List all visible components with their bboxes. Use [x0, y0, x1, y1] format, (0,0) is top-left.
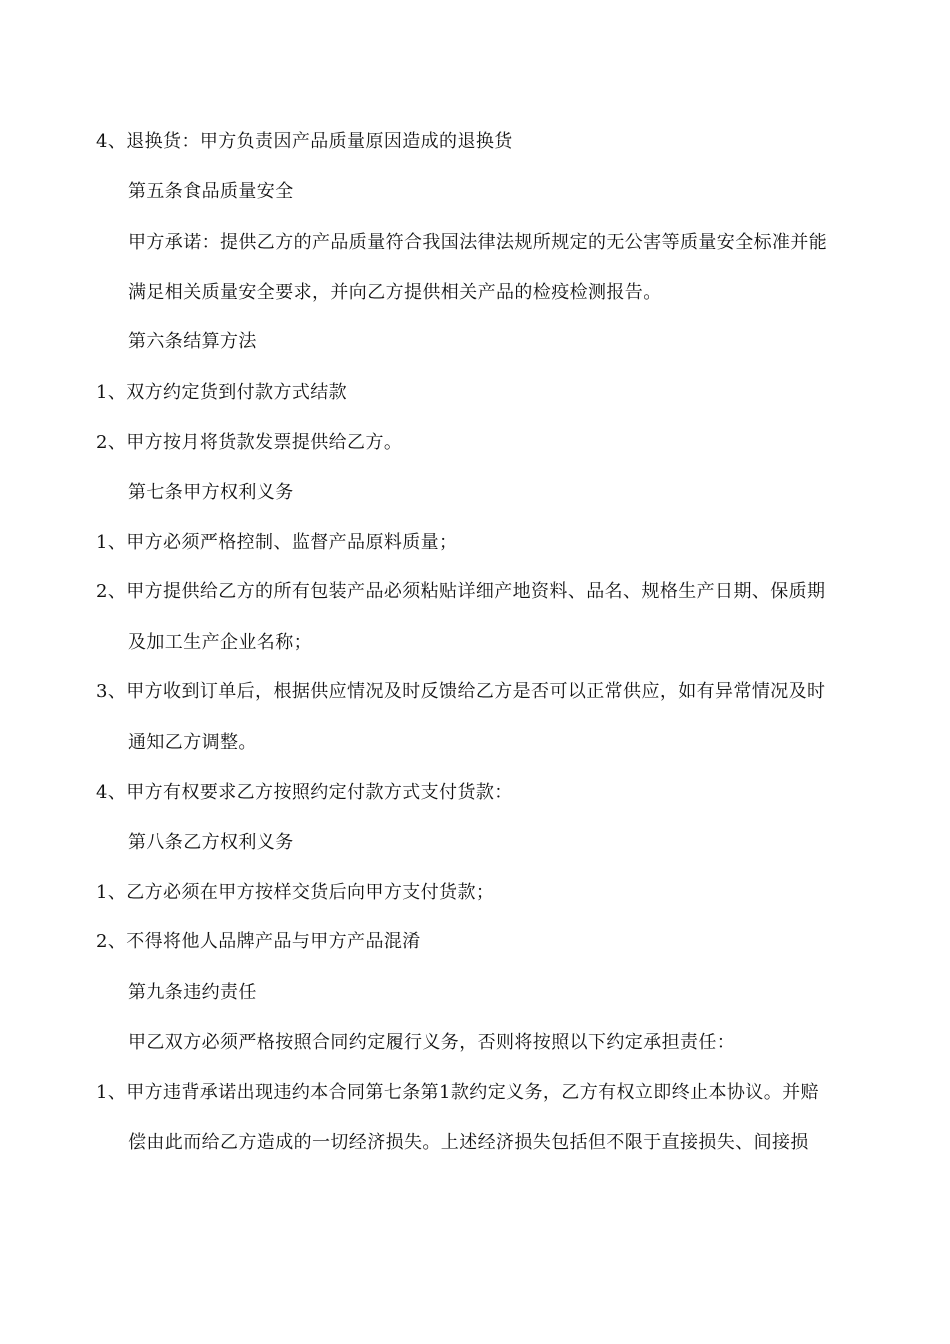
clause-6-2: 2、甲方按月将货款发票提供给乙方。: [96, 432, 403, 453]
clause-9-1-cont: 偿由此而给乙方造成的一切经济损失。上述经济损失包括但不限于直接损失、间接损: [128, 1132, 809, 1153]
clause-8-2: 2、不得将他人品牌产品与甲方产品混淆: [96, 931, 421, 952]
clause-9-1: 1、甲方违背承诺出现违约本合同第七条第1款约定义务，乙方有权立即终止本协议。并赔: [96, 1082, 819, 1103]
paragraph-party-a-promise-cont: 满足相关质量安全要求，并向乙方提供相关产品的检疫检测报告。: [128, 282, 662, 303]
heading-article-9: 第九条违约责任: [128, 982, 257, 1003]
clause-4-return: 4、退换货：甲方负责因产品质量原因造成的退换货: [96, 131, 513, 152]
clause-7-3-cont: 通知乙方调整。: [128, 732, 257, 753]
paragraph-party-a-promise: 甲方承诺：提供乙方的产品质量符合我国法律法规所规定的无公害等质量安全标准并能: [128, 232, 828, 253]
heading-article-7: 第七条甲方权利义务: [128, 482, 294, 503]
clause-7-2-cont: 及加工生产企业名称；: [128, 632, 312, 653]
heading-article-6: 第六条结算方法: [128, 331, 257, 352]
clause-7-1: 1、甲方必须严格控制、监督产品原料质量；: [96, 532, 458, 553]
heading-article-8: 第八条乙方权利义务: [128, 832, 294, 853]
clause-8-1: 1、乙方必须在甲方按样交货后向甲方支付货款；: [96, 882, 495, 903]
clause-7-2: 2、甲方提供给乙方的所有包装产品必须粘贴详细产地资料、品名、规格生产日期、保质期: [96, 581, 826, 602]
clause-7-4: 4、甲方有权要求乙方按照约定付款方式支付货款：: [96, 782, 513, 803]
clause-7-3: 3、甲方收到订单后，根据供应情况及时反馈给乙方是否可以正常供应，如有异常情况及时: [96, 681, 826, 702]
paragraph-liability-intro: 甲乙双方必须严格按照合同约定履行义务，否则将按照以下约定承担责任：: [128, 1032, 736, 1053]
clause-6-1: 1、双方约定货到付款方式结款: [96, 382, 348, 403]
heading-article-5: 第五条食品质量安全: [128, 181, 294, 202]
